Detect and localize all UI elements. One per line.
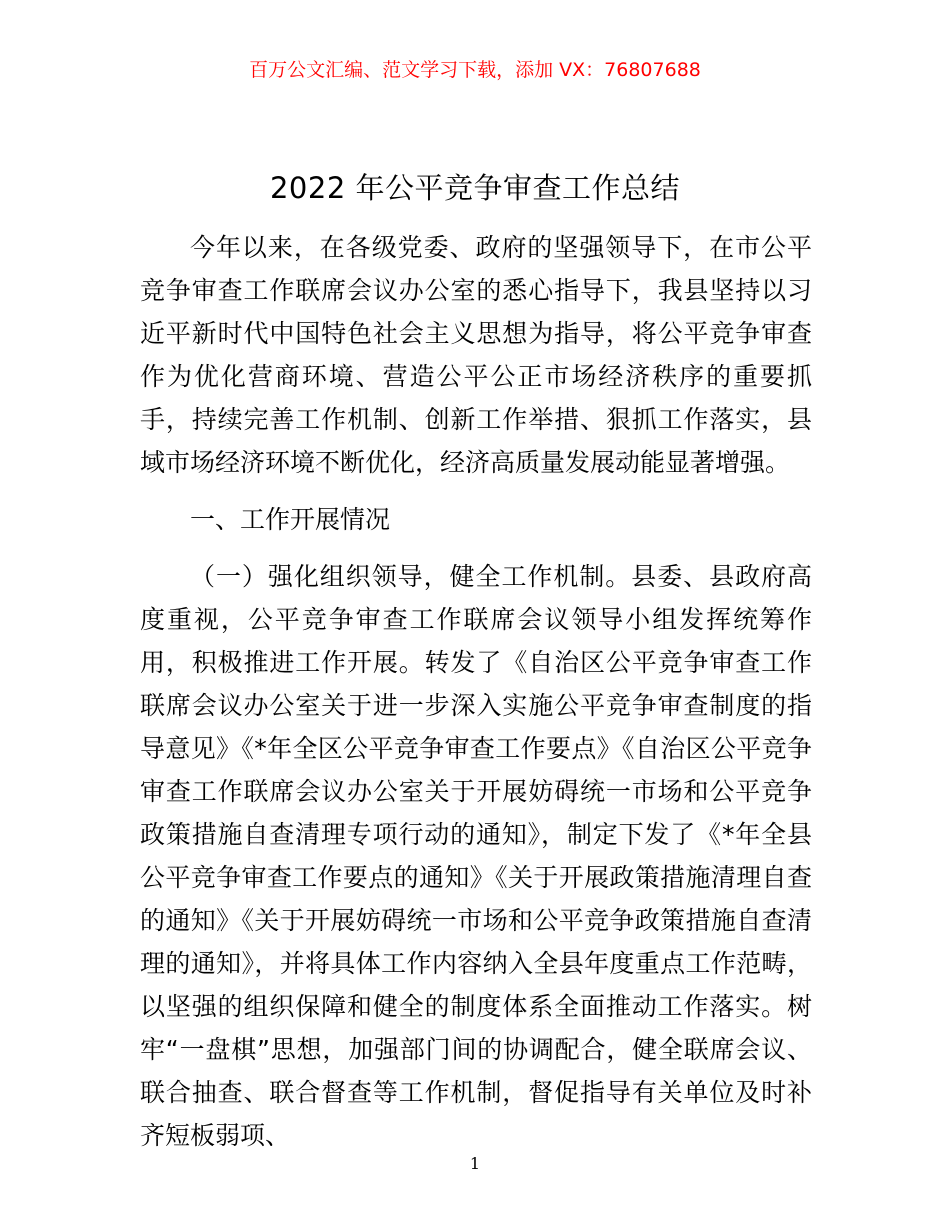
promo-header: 百万公文汇编、范文学习下载，添加 VX：76807688 — [249, 59, 701, 81]
section-heading: 一、工作开展情况 — [190, 505, 391, 534]
intro-paragraph: 今年以来，在各级党委、政府的坚强领导下，在市公平竞争审查工作联席会议办公室的悉心指导下，我县坚持以习近平新时代中国特色社会主义思想为指导，将公平竞争审查作为优化营商环境、营造公平公正市场经济秩序的重要抓手，持续完善工作机制、创新工作举措、狠抓工作落实，县域市场经济环境不断优化，经济高质量发展动能显著增强。 — [140, 233, 812, 477]
subsection-paragraph: （一）强化组织领导，健全工作机制。县委、县政府高度重视，公平竞争审查工作联席会议领导小组发挥统筹作用，积极推进工作开展。转发了《自治区公平竞争审查工作联席会议办公室关于进一步深入实施公平竞争审查制度的指导意见》《*年全区公平竞争审查工作要点》《自治区公平竞争审查工作联席会议办公室关于开展妨碍统一市场和公平竞争政策措施自查清理专项行动的通知》，制定下发了《*年全县公平竞争审查工作要点的通知》《关于开展政策措施清理自查的通知》《关于开展妨碍统一市场和公平竞争政策措施自查清理的通知》，并将具体工作内容纳入全县年度重点工作范畴，以坚强的组织保障和健全的制度体系全面推动工作落实。树牢“一盘棋”思想，加强部门间的协调配合，健全联席会议、联合抽查、联合督查等工作机制，督促指导有关单位及时补齐短板弱项、 — [140, 562, 812, 1150]
document-title: 2022 年公平竞争审查工作总结 — [269, 171, 681, 205]
page-number: 1 — [469, 1154, 481, 1173]
document-body — [140, 226, 812, 1157]
